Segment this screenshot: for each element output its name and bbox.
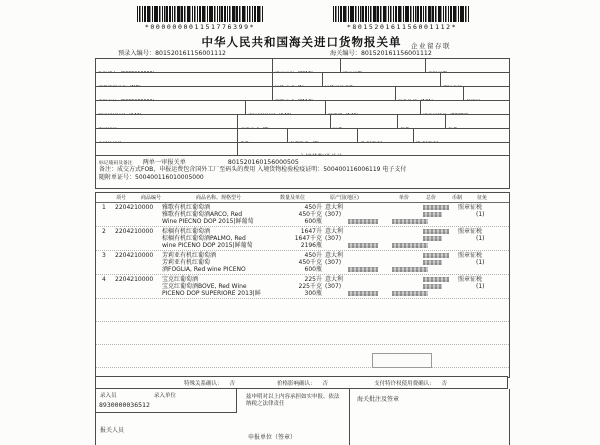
goods-origin-line: 意大利 bbox=[325, 228, 344, 235]
column-header-levy-exemption: 征免 bbox=[477, 195, 488, 201]
goods-origin-line: 意大利 bbox=[325, 204, 344, 211]
redacted-total-price bbox=[392, 219, 428, 224]
declare-unit-signature-label: 申报单位（签章） bbox=[248, 434, 297, 441]
goods-qty-line: 225升 bbox=[304, 276, 322, 283]
goods-row-2 bbox=[96, 227, 509, 251]
goods-levy-line: (1) bbox=[476, 259, 485, 267]
field-container-number bbox=[96, 143, 238, 155]
column-header-quantity-unit: 数量及单位 bbox=[280, 195, 306, 201]
redacted-unit-price bbox=[348, 219, 378, 224]
signature-section bbox=[95, 389, 510, 445]
goods-name-line: 雅歌有机红葡萄酒ARCO, Red bbox=[162, 211, 243, 219]
goods-qty-line: 1647千克 bbox=[294, 235, 322, 243]
field-import-date bbox=[341, 59, 426, 72]
redacted-currency bbox=[423, 236, 442, 241]
broker-label: 报关人员 bbox=[100, 427, 125, 434]
field-package-type bbox=[288, 129, 358, 142]
goods-table-header bbox=[96, 193, 509, 203]
field-transport-name bbox=[323, 73, 441, 86]
goods-hs-code: 2204210000 bbox=[115, 228, 154, 235]
column-header-origin-country: 原产国(地区) bbox=[330, 195, 359, 201]
field-attached-documents bbox=[238, 143, 509, 155]
entry-clerk-number: 8930000036512 bbox=[99, 401, 150, 409]
goods-levy bbox=[458, 276, 506, 290]
goods-origin-line: (307) bbox=[325, 211, 342, 219]
goods-name-line: wine PICENO DOP 2015|鲜葡萄 bbox=[162, 242, 253, 250]
field-marks-and-notes bbox=[96, 156, 509, 188]
field-trade-country bbox=[96, 101, 246, 114]
column-header-unit-price: 单价 bbox=[399, 195, 410, 201]
redacted-currency bbox=[423, 229, 449, 234]
marks-line-1 bbox=[99, 157, 506, 166]
field-domestic-destination bbox=[421, 101, 509, 114]
goods-origin-line: (307) bbox=[325, 283, 342, 291]
entry-clerk-box bbox=[96, 389, 237, 413]
redacted-unit-price bbox=[348, 291, 378, 296]
special-relation-label: 特殊关系确认： bbox=[184, 380, 223, 387]
customs-note-label: 海关批注及签章 bbox=[357, 396, 400, 403]
form-row-marks bbox=[96, 156, 509, 188]
redacted-unit-price bbox=[348, 243, 378, 248]
field-value bbox=[299, 154, 342, 155]
redacted-total-price bbox=[392, 291, 428, 296]
column-divider bbox=[349, 389, 350, 445]
goods-levy-line: 照章征税 bbox=[458, 252, 483, 259]
goods-levy-line: 照章征税 bbox=[458, 276, 483, 283]
goods-qty-line: 450升 bbox=[304, 204, 322, 211]
goods-qty-line: 300瓶 bbox=[304, 290, 322, 298]
goods-origin bbox=[325, 276, 365, 290]
pre-entry-label: 预录入编号： bbox=[118, 50, 156, 57]
goods-hs-code: 2204210000 bbox=[115, 204, 154, 211]
goods-item-no: 4 bbox=[102, 276, 106, 283]
special-relation-value: 否 bbox=[229, 380, 236, 387]
entry-unit-label: 录入单位 bbox=[154, 393, 177, 399]
declaration-form-grid bbox=[95, 58, 510, 189]
price-influence-value: 否 bbox=[322, 380, 329, 387]
pre-entry-number bbox=[118, 48, 226, 57]
price-influence-confirm bbox=[277, 379, 328, 387]
redacted-currency bbox=[423, 284, 442, 289]
goods-name-line: PICENO DOP SUPERIORE 2013|鲜 bbox=[162, 290, 261, 298]
marks-note-2: 随附单证号：500400116010005000 bbox=[99, 174, 204, 181]
goods-origin-line: 意大利 bbox=[325, 276, 344, 283]
goods-levy bbox=[458, 252, 506, 266]
goods-qty-line: 450升 bbox=[304, 252, 322, 259]
royalty-value: 否 bbox=[441, 380, 448, 387]
goods-row-4 bbox=[96, 275, 509, 299]
goods-row-1 bbox=[96, 203, 509, 227]
column-header-total-price: 总价 bbox=[426, 195, 437, 201]
goods-origin bbox=[325, 252, 365, 266]
field-declare-date bbox=[426, 59, 509, 72]
copy-label: 企业留存联 bbox=[411, 42, 451, 50]
field-transaction-mode bbox=[238, 115, 331, 128]
stamp-box bbox=[372, 353, 432, 368]
price-influence-label: 价格影响确认： bbox=[277, 380, 316, 387]
goods-item-no: 2 bbox=[102, 228, 106, 235]
field-consumer-unit bbox=[96, 73, 273, 86]
goods-name-line: 芳莉亚有机红葡萄 bbox=[162, 259, 211, 267]
redacted-currency bbox=[423, 253, 449, 258]
goods-qty-line: 600瓶 bbox=[304, 266, 322, 274]
goods-empty-row bbox=[96, 345, 509, 368]
goods-name-line: 酒FOGLIA, Red wine PICENO bbox=[162, 266, 246, 274]
field-import-port bbox=[273, 59, 341, 72]
goods-hs-code: 2204210000 bbox=[115, 252, 154, 259]
field-tax-nature bbox=[396, 87, 464, 100]
goods-qty-line: 450千克 bbox=[298, 211, 322, 219]
field-record-number bbox=[464, 87, 509, 100]
goods-name-line: Wine PIECNO DOP 2015|鲜葡萄 bbox=[162, 218, 254, 226]
form-row-1 bbox=[96, 59, 509, 73]
goods-name-line: 棕榈有机红葡萄酒PALMO, Red bbox=[162, 235, 246, 243]
goods-origin-line: (307) bbox=[325, 259, 342, 267]
field-trade-mode bbox=[273, 87, 396, 100]
barcode-right-number: *801520161156001112* bbox=[346, 23, 458, 31]
goods-quantity bbox=[264, 276, 322, 298]
goods-name-line: 雅歌有机红葡萄酒 bbox=[162, 204, 211, 211]
field-bill-number bbox=[441, 73, 509, 86]
goods-name-line: 芳莉亚有机红葡萄酒 bbox=[162, 252, 217, 259]
column-header-item-no: 项号 bbox=[116, 195, 127, 201]
goods-levy-line: (1) bbox=[476, 211, 485, 219]
goods-origin-line: 意大利 bbox=[325, 252, 344, 259]
royalty-label: 支付特许权使用费确认： bbox=[374, 380, 435, 387]
goods-name-line: 棕榈有机红葡萄酒 bbox=[162, 228, 211, 235]
form-row-3 bbox=[96, 87, 509, 101]
goods-qty-line: 600瓶 bbox=[304, 218, 322, 226]
confirmation-row bbox=[95, 376, 508, 389]
goods-table bbox=[95, 192, 510, 378]
goods-origin-line: (307) bbox=[325, 235, 342, 243]
goods-levy-line: 照章征税 bbox=[458, 228, 483, 235]
field-contract-number bbox=[96, 129, 238, 142]
goods-qty-line: 225千克 bbox=[298, 283, 322, 291]
goods-name-line: 宝克红葡萄酒BOVE, Red Wine bbox=[162, 283, 247, 291]
goods-qty-line: 1647升 bbox=[300, 228, 322, 235]
form-row-2 bbox=[96, 73, 509, 87]
marks-note-1: 备注：成交方式FOB，申报运费包含国外工厂至码头的费用 入境货物检验检疫证明：500400116006119 电子支付 bbox=[99, 166, 407, 173]
goods-hs-code: 2204210000 bbox=[115, 276, 154, 283]
goods-qty-line: 2196瓶 bbox=[300, 242, 322, 250]
field-insurance bbox=[398, 115, 446, 128]
goods-quantity bbox=[264, 204, 322, 226]
redacted-currency bbox=[423, 277, 449, 282]
customs-number-label: 海关编号： bbox=[330, 50, 361, 57]
redacted-total-price bbox=[392, 267, 428, 272]
column-header-hs-code: 商品编号 bbox=[141, 195, 162, 201]
goods-levy bbox=[458, 204, 506, 218]
redacted-currency bbox=[423, 205, 449, 210]
customs-number bbox=[330, 48, 432, 57]
form-row-6 bbox=[96, 129, 509, 143]
goods-name-line: 宝克红葡萄酒 bbox=[162, 276, 199, 283]
goods-levy bbox=[458, 228, 506, 242]
field-gross-weight bbox=[358, 129, 414, 142]
column-header-currency: 币制 bbox=[452, 195, 463, 201]
barcode-right bbox=[333, 6, 470, 22]
redacted-currency bbox=[423, 212, 442, 217]
goods-empty-row bbox=[96, 322, 509, 345]
goods-origin bbox=[325, 228, 365, 242]
special-relation-confirm bbox=[184, 379, 235, 387]
redacted-unit-price bbox=[348, 267, 378, 272]
form-row-5 bbox=[96, 115, 509, 129]
field-transport-mode bbox=[273, 73, 323, 86]
page-title: 中华人民共和国海关进口货物报关单 bbox=[201, 35, 402, 49]
customs-number-value: 801520161156001112 bbox=[360, 50, 432, 57]
goods-levy-line: (1) bbox=[476, 283, 485, 291]
goods-row-3 bbox=[96, 251, 509, 275]
field-misc-fees bbox=[446, 115, 509, 128]
field-declare-unit bbox=[96, 87, 273, 100]
marks-label: 标记唛码及备注 bbox=[99, 161, 133, 166]
royalty-confirm bbox=[374, 379, 447, 387]
form-row-7 bbox=[96, 143, 509, 156]
redacted-currency bbox=[423, 260, 442, 265]
field-loading-port bbox=[326, 101, 421, 114]
field-net-weight bbox=[414, 129, 509, 142]
goods-item-no: 3 bbox=[102, 252, 106, 259]
goods-quantity bbox=[264, 228, 322, 250]
goods-origin bbox=[325, 204, 365, 218]
barcode-left bbox=[137, 6, 263, 22]
field-consignee bbox=[96, 59, 273, 72]
marks-value: 两单一审报关单 bbox=[142, 159, 186, 166]
pre-entry-value: 801520161156001112 bbox=[155, 50, 226, 57]
column-header-name-spec: 商品名称、规格型号 bbox=[196, 195, 242, 201]
form-row-4 bbox=[96, 101, 509, 115]
declaration-statement: 兹申明对以上内容承担如实申报、依法纳税之法律责任 bbox=[246, 394, 340, 407]
field-freight bbox=[331, 115, 398, 128]
goods-item-no: 1 bbox=[102, 204, 106, 211]
entry-clerk-label: 录入员 bbox=[100, 393, 117, 399]
barcode-left-number: *000000001151776399* bbox=[144, 23, 256, 31]
goods-empty-row bbox=[96, 299, 509, 322]
field-package-count bbox=[238, 129, 288, 142]
goods-quantity bbox=[264, 252, 322, 274]
goods-levy-line: 照章征税 bbox=[458, 204, 483, 211]
field-departure-country bbox=[246, 101, 326, 114]
field-license-number bbox=[96, 115, 238, 128]
goods-qty-line: 450千克 bbox=[298, 259, 322, 267]
goods-levy-line: (1) bbox=[476, 235, 485, 243]
marks-doc-number: 801520160156000505 bbox=[227, 159, 299, 166]
redacted-total-price bbox=[392, 243, 428, 248]
